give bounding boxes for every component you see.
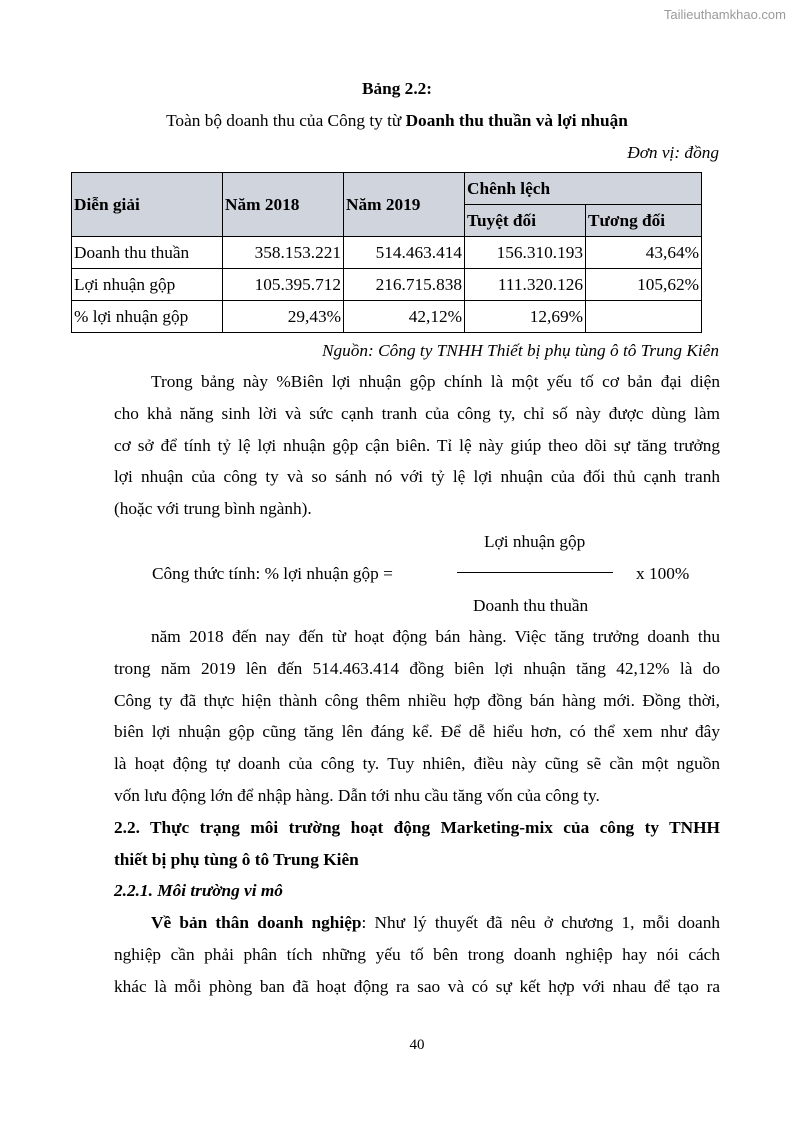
paragraph-line: Trong bảng này %Biên lợi nhuận gộp chính là một yếu tố cơ bản đại diện — [151, 372, 720, 391]
table-row — [72, 269, 702, 301]
row-label: Doanh thu thuần — [72, 237, 223, 269]
header-nam-2018: Năm 2018 — [223, 173, 344, 237]
page-number: 40 — [409, 1037, 425, 1053]
cell-rel: 43,64% — [586, 237, 702, 269]
table-caption — [0, 111, 794, 131]
section-heading-cont: thiết bị phụ tùng ô tô Trung Kiên — [114, 849, 359, 869]
cell-abs: 12,69% — [465, 301, 586, 333]
cell-2018: 105.395.712 — [223, 269, 344, 301]
cell-2018: 29,43% — [223, 301, 344, 333]
table-row — [72, 237, 702, 269]
paragraph-3-lead-rest: : Như lý thuyết đã nêu ở chương 1, mỗi doanh — [361, 913, 720, 933]
header-tuong-doi: Tương đối — [586, 205, 702, 237]
cell-2019: 216.715.838 — [344, 269, 465, 301]
formula-denominator: Doanh thu thuần — [473, 596, 589, 615]
unit-label: Đơn vị: đồng — [627, 143, 719, 162]
paragraph-line: (hoặc với trung bình ngành). — [114, 499, 312, 519]
cell-2018: 358.153.221 — [223, 237, 344, 269]
table-row — [72, 301, 702, 333]
subsection-heading: 2.2.1. Môi trường vi mô — [114, 881, 283, 901]
paragraph-line: trong năm 2019 lên đến 514.463.414 đồng biên lợi nhuận tăng 42,12% là do — [114, 658, 720, 678]
paragraph-3-line-1 — [114, 907, 720, 939]
table-title: Bảng 2.2: — [361, 79, 433, 98]
table-caption-bold: Doanh thu thuần và lợi nhuận — [405, 111, 628, 130]
cell-rel: 105,62% — [586, 269, 702, 301]
paragraph-line: Công ty đã thực hiện thành công thêm nhiều hợp đồng bán hàng mới. Đồng thời, — [114, 690, 720, 710]
cell-rel — [586, 301, 702, 333]
cell-abs: 156.310.193 — [465, 237, 586, 269]
revenue-profit-table — [71, 172, 702, 333]
cell-2019: 42,12% — [344, 301, 465, 333]
paragraph-line: là hoạt động tự doanh của công ty. Tuy nhiên, điều này cũng sẽ cần một nguồn — [114, 754, 720, 774]
paragraph-line: biên lợi nhuận gộp cũng tăng lên đáng kể. Để dễ hiểu hơn, có thể xem như đây — [114, 722, 720, 742]
watermark: Tailieuthamkhao.com — [663, 7, 786, 22]
row-label: Lợi nhuận gộp — [72, 269, 223, 301]
header-dien-giai: Diễn giải — [72, 173, 223, 237]
header-nam-2019: Năm 2019 — [344, 173, 465, 237]
paragraph-line: vốn lưu động lớn để nhập hàng. Dẫn tới nhu cầu tăng vốn của công ty. — [114, 785, 600, 805]
paragraph-line: khác là mỗi phòng ban đã hoạt động ra sao và có sự kết hợp với nhau để tạo ra — [114, 976, 720, 996]
formula-multiplier: x 100% — [636, 564, 690, 583]
cell-2019: 514.463.414 — [344, 237, 465, 269]
paragraph-line: cơ sở để tính tỷ lệ lợi nhuận gộp cận biên. Tỉ lệ này giúp theo dõi sự tăng trưởng — [114, 435, 720, 455]
header-chenh-lech: Chênh lệch — [465, 173, 702, 205]
paragraph-line: lợi nhuận của công ty và so sánh nó với tỷ lệ lợi nhuận của đối thủ cạnh tranh — [114, 467, 720, 487]
paragraph-3-lead: Về bản thân doanh nghiệp — [151, 913, 362, 933]
table-source: Nguồn: Công ty TNHH Thiết bị phụ tùng ô tô Trung Kiên — [321, 341, 719, 360]
formula-fraction-line — [457, 572, 613, 573]
paragraph-1 — [114, 366, 720, 525]
paragraph-line: cho khả năng sinh lời và sức cạnh tranh của công ty, chỉ số này được dùng làm — [114, 403, 720, 423]
table-caption-prefix: Toàn bộ doanh thu của Công ty từ — [166, 111, 406, 130]
paragraph-2 — [114, 621, 720, 1003]
paragraph-line: nghiệp cần phải phân tích những yếu tố bên trong doanh nghiệp hay nói cách — [114, 944, 720, 964]
row-label: % lợi nhuận gộp — [72, 301, 223, 333]
header-tuyet-doi: Tuyệt đối — [465, 205, 586, 237]
formula-numerator: Lợi nhuận gộp — [484, 532, 586, 551]
cell-abs: 111.320.126 — [465, 269, 586, 301]
paragraph-line: năm 2018 đến nay đến từ hoạt động bán hàng. Việc tăng trưởng doanh thu — [151, 627, 720, 646]
section-heading: 2.2. Thực trạng môi trường hoạt động Marketing-mix của công ty TNHH — [114, 817, 720, 837]
formula-label: Công thức tính: % lợi nhuận gộp = — [152, 564, 393, 583]
